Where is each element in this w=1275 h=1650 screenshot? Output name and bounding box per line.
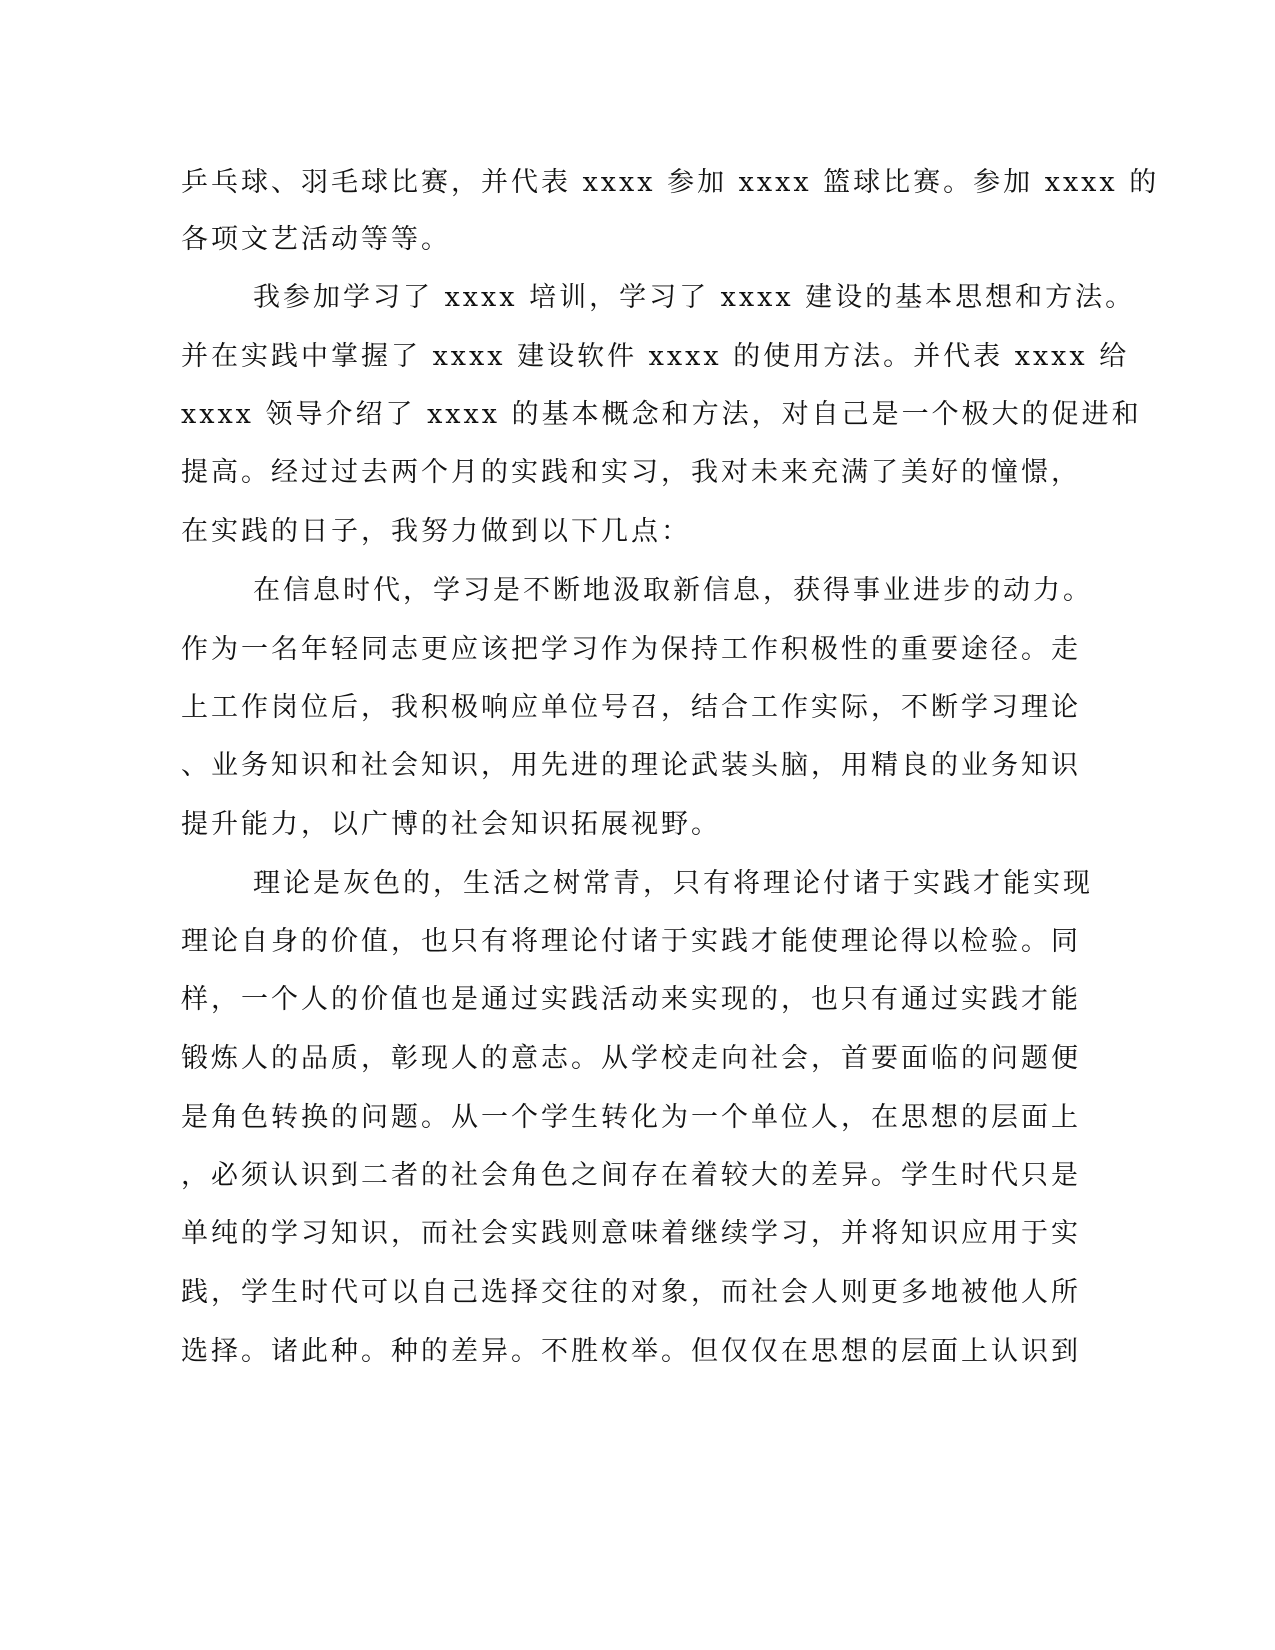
text-line: 是角色转换的问题。从一个学生转化为一个单位人，在思想的层面上 [181, 1102, 1081, 1133]
text-line: 上工作岗位后，我积极响应单位号召，结合工作实际，不断学习理论 [181, 692, 1081, 723]
text-line: 践，学生时代可以自己选择交往的对象，而社会人则更多地被他人所 [181, 1277, 1081, 1308]
text-line: 单纯的学习知识，而社会实践则意味着继续学习，并将知识应用于实 [181, 1218, 1081, 1249]
text-line: 理论是灰色的，生活之树常青，只有将理论付诸于实践才能实现 [253, 868, 1093, 899]
text-line: 作为一名年轻同志更应该把学习作为保持工作积极性的重要途径。走 [181, 634, 1081, 665]
text-line: 我参加学习了 xxxx 培训，学习了 xxxx 建设的基本思想和方法。 [253, 282, 1136, 313]
text-line: 锻炼人的品质，彰现人的意志。从学校走向社会，首要面临的问题便 [181, 1043, 1081, 1074]
text-line: 样，一个人的价值也是通过实践活动来实现的，也只有通过实践才能 [181, 984, 1081, 1015]
text-line: xxxx 领导介绍了 xxxx 的基本概念和方法，对自己是一个极大的促进和 [181, 399, 1142, 430]
text-line: ，必须认识到二者的社会角色之间存在着较大的差异。学生时代只是 [181, 1160, 1081, 1191]
text-line: 选择。诸此种。种的差异。不胜枚举。但仅仅在思想的层面上认识到 [181, 1336, 1081, 1367]
text-line: 提高。经过过去两个月的实践和实习，我对未来充满了美好的憧憬， [181, 457, 1081, 488]
text-line: 各项文艺活动等等。 [181, 224, 451, 255]
text-line: 在实践的日子，我努力做到以下几点： [181, 516, 691, 547]
text-line: 在信息时代，学习是不断地汲取新信息，获得事业进步的动力。 [253, 575, 1093, 606]
text-line: 理论自身的价值，也只有将理论付诸于实践才能使理论得以检验。同 [181, 926, 1081, 957]
text-line: 并在实践中掌握了 xxxx 建设软件 xxxx 的使用方法。并代表 xxxx 给 [181, 341, 1130, 372]
text-line: 乒乓球、羽毛球比赛，并代表 xxxx 参加 xxxx 篮球比赛。参加 xxxx 的 [181, 167, 1160, 198]
text-line: 、业务知识和社会知识，用先进的理论武装头脑，用精良的业务知识 [181, 750, 1081, 781]
text-line: 提升能力，以广博的社会知识拓展视野。 [181, 809, 721, 840]
